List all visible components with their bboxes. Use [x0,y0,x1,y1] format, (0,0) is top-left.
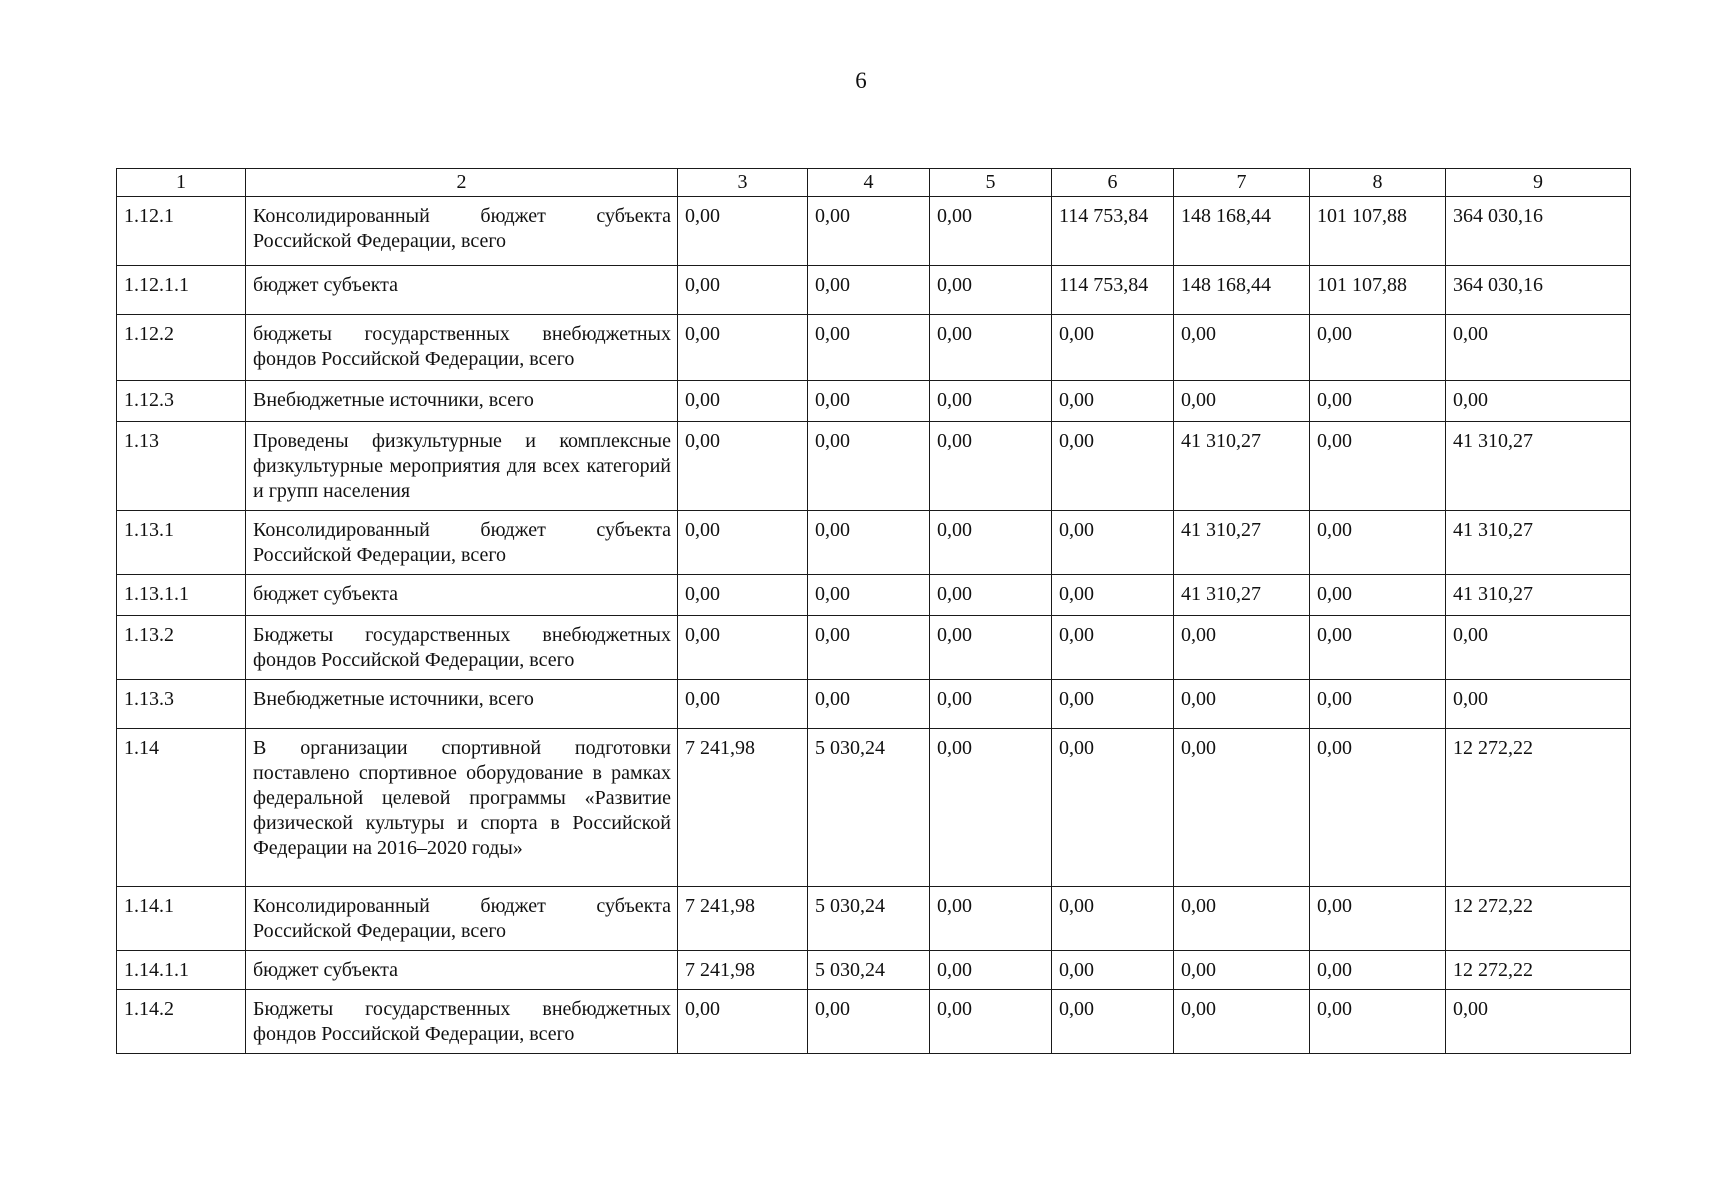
row-value-cell: 0,00 [930,511,1052,575]
row-value-cell: 0,00 [678,575,808,616]
row-value-cell: 0,00 [1310,511,1446,575]
column-header: 7 [1174,169,1310,197]
column-header: 5 [930,169,1052,197]
row-value-cell: 12 272,22 [1446,729,1631,887]
row-value-cell: 0,00 [1052,616,1174,680]
row-value-cell: 5 030,24 [808,951,930,990]
row-value-cell: 0,00 [930,266,1052,315]
row-code-cell: 1.12.3 [117,381,246,422]
row-value-cell: 0,00 [808,266,930,315]
row-value-cell: 0,00 [930,887,1052,951]
row-value-cell: 41 310,27 [1446,511,1631,575]
row-value-cell: 0,00 [1052,315,1174,381]
row-value-cell: 41 310,27 [1446,422,1631,511]
row-value-cell: 0,00 [808,511,930,575]
row-value-cell: 0,00 [1052,729,1174,887]
row-value-cell: 0,00 [1052,381,1174,422]
row-value-cell: 0,00 [1446,616,1631,680]
row-value-cell: 0,00 [808,381,930,422]
row-code-cell: 1.13.2 [117,616,246,680]
row-value-cell: 0,00 [1310,315,1446,381]
row-value-cell: 0,00 [1052,990,1174,1054]
row-value-cell: 0,00 [930,951,1052,990]
row-value-cell: 0,00 [1174,315,1310,381]
row-code-cell: 1.13.3 [117,680,246,729]
table-row [117,197,1631,266]
row-description-cell: Внебюджетные источники, всего [246,381,678,422]
row-description-cell: Консолидированный бюджет субъекта Российской Федерации, всего [246,887,678,951]
row-description-cell: Проведены физкультурные и комплексные физкультурные мероприятия для всех категорий и групп населения [246,422,678,511]
row-value-cell: 0,00 [1310,381,1446,422]
row-value-cell: 0,00 [678,197,808,266]
row-value-cell: 0,00 [1052,422,1174,511]
row-value-cell: 41 310,27 [1174,511,1310,575]
row-value-cell: 0,00 [1052,887,1174,951]
row-value-cell: 0,00 [1174,616,1310,680]
table-row [117,990,1631,1054]
row-value-cell: 148 168,44 [1174,197,1310,266]
row-value-cell: 101 107,88 [1310,197,1446,266]
row-value-cell: 0,00 [678,315,808,381]
row-value-cell: 0,00 [678,616,808,680]
table-row [117,616,1631,680]
row-value-cell: 114 753,84 [1052,266,1174,315]
row-value-cell: 0,00 [1174,729,1310,887]
row-value-cell: 0,00 [1174,990,1310,1054]
row-value-cell: 0,00 [930,990,1052,1054]
row-code-cell: 1.12.1 [117,197,246,266]
row-value-cell: 0,00 [808,422,930,511]
row-value-cell: 0,00 [1446,990,1631,1054]
row-code-cell: 1.12.2 [117,315,246,381]
column-header: 8 [1310,169,1446,197]
table-row [117,887,1631,951]
row-value-cell: 0,00 [1446,680,1631,729]
row-value-cell: 0,00 [1310,680,1446,729]
row-code-cell: 1.13.1.1 [117,575,246,616]
row-value-cell: 0,00 [808,197,930,266]
row-description-cell: бюджет субъекта [246,266,678,315]
table-row [117,315,1631,381]
row-value-cell: 0,00 [808,616,930,680]
row-value-cell: 0,00 [930,680,1052,729]
row-value-cell: 0,00 [1310,887,1446,951]
row-value-cell: 0,00 [1310,990,1446,1054]
row-value-cell: 7 241,98 [678,951,808,990]
row-value-cell: 41 310,27 [1174,422,1310,511]
row-value-cell: 0,00 [1446,381,1631,422]
row-value-cell: 0,00 [930,315,1052,381]
row-value-cell: 0,00 [808,315,930,381]
row-value-cell: 0,00 [678,511,808,575]
row-value-cell: 0,00 [930,729,1052,887]
row-code-cell: 1.14.1 [117,887,246,951]
row-description-cell: бюджет субъекта [246,951,678,990]
row-value-cell: 0,00 [1310,575,1446,616]
row-value-cell: 41 310,27 [1446,575,1631,616]
row-value-cell: 0,00 [930,422,1052,511]
row-value-cell: 7 241,98 [678,729,808,887]
table-body [117,197,1631,1054]
row-value-cell: 41 310,27 [1174,575,1310,616]
table-row [117,575,1631,616]
row-value-cell: 0,00 [1052,511,1174,575]
row-value-cell: 0,00 [930,616,1052,680]
row-value-cell: 12 272,22 [1446,887,1631,951]
column-header: 1 [117,169,246,197]
row-value-cell: 101 107,88 [1310,266,1446,315]
row-value-cell: 0,00 [808,575,930,616]
table-row [117,511,1631,575]
row-value-cell: 0,00 [678,990,808,1054]
column-header: 9 [1446,169,1631,197]
row-description-cell: Бюджеты государственных внебюджетных фондов Российской Федерации, всего [246,616,678,680]
row-value-cell: 0,00 [930,381,1052,422]
row-value-cell: 0,00 [678,381,808,422]
row-code-cell: 1.13 [117,422,246,511]
column-header: 3 [678,169,808,197]
row-code-cell: 1.14 [117,729,246,887]
row-value-cell: 364 030,16 [1446,197,1631,266]
row-value-cell: 7 241,98 [678,887,808,951]
row-description-cell: Бюджеты государственных внебюджетных фондов Российской Федерации, всего [246,990,678,1054]
row-code-cell: 1.14.1.1 [117,951,246,990]
row-value-cell: 0,00 [1174,680,1310,729]
row-value-cell: 0,00 [1174,381,1310,422]
row-description-cell: Консолидированный бюджет субъекта Российской Федерации, всего [246,197,678,266]
row-code-cell: 1.13.1 [117,511,246,575]
row-description-cell: Консолидированный бюджет субъекта Российской Федерации, всего [246,511,678,575]
row-value-cell: 0,00 [1052,680,1174,729]
column-header: 4 [808,169,930,197]
row-value-cell: 364 030,16 [1446,266,1631,315]
row-value-cell: 0,00 [1174,951,1310,990]
page-number: 6 [855,68,867,93]
row-value-cell: 0,00 [1052,951,1174,990]
row-description-cell: Внебюджетные источники, всего [246,680,678,729]
row-value-cell: 12 272,22 [1446,951,1631,990]
row-value-cell: 0,00 [930,575,1052,616]
column-header: 6 [1052,169,1174,197]
row-value-cell: 0,00 [678,422,808,511]
row-value-cell: 0,00 [678,680,808,729]
table-row [117,381,1631,422]
budget-table-container [116,168,1631,1054]
row-value-cell: 0,00 [1310,951,1446,990]
row-value-cell: 0,00 [1052,575,1174,616]
row-value-cell: 0,00 [808,680,930,729]
row-description-cell: В организации спортивной подготовки поставлено спортивное оборудование в рамках федеральной целевой программы «Развитие физической культуры и спорта в Российской Федерации на 2016–2020 годы» [246,729,678,887]
row-value-cell: 0,00 [1446,315,1631,381]
row-value-cell: 0,00 [1310,616,1446,680]
row-description-cell: бюджет субъекта [246,575,678,616]
table-row [117,680,1631,729]
row-value-cell: 0,00 [930,197,1052,266]
table-row [117,729,1631,887]
row-value-cell: 0,00 [678,266,808,315]
budget-table [116,168,1631,1054]
table-row [117,266,1631,315]
row-description-cell: бюджеты государственных внебюджетных фондов Российской Федерации, всего [246,315,678,381]
row-value-cell: 5 030,24 [808,729,930,887]
table-row [117,422,1631,511]
row-code-cell: 1.14.2 [117,990,246,1054]
table-header [117,169,1631,197]
row-value-cell: 0,00 [808,990,930,1054]
header-row [117,169,1631,197]
table-row [117,951,1631,990]
row-value-cell: 0,00 [1310,422,1446,511]
row-value-cell: 114 753,84 [1052,197,1174,266]
column-header: 2 [246,169,678,197]
row-value-cell: 148 168,44 [1174,266,1310,315]
row-code-cell: 1.12.1.1 [117,266,246,315]
row-value-cell: 5 030,24 [808,887,930,951]
row-value-cell: 0,00 [1174,887,1310,951]
row-value-cell: 0,00 [1310,729,1446,887]
